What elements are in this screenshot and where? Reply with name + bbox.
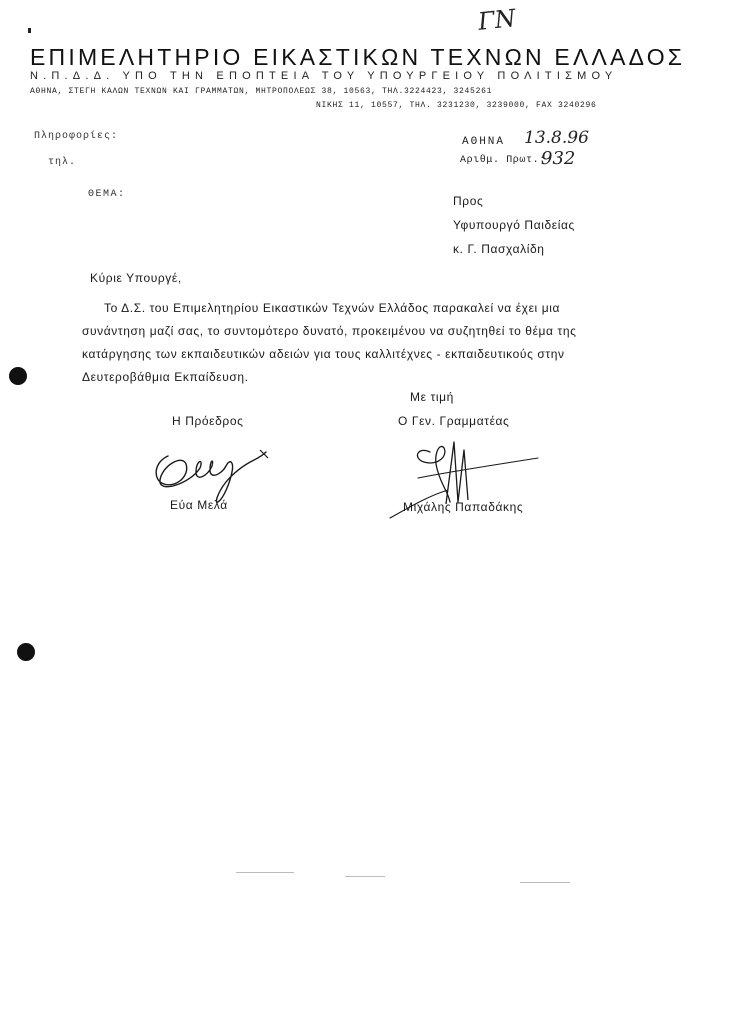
place-label: ΑΘΗΝΑ xyxy=(462,136,506,148)
subject-label: ΘΕΜΑ: xyxy=(88,189,126,200)
scan-artifact xyxy=(345,876,385,877)
secretary-name: Μιχάλης Παπαδάκης xyxy=(403,500,524,514)
tel-label: τηλ. xyxy=(48,157,77,168)
body-line: κατάργησης των εκπαιδευτικών αδειών για τους καλλιτέχνες - εκπαιδευτικούς στην xyxy=(82,347,565,361)
president-name: Εύα Μελά xyxy=(170,498,228,512)
body-line: Το Δ.Σ. του Επιμελητηρίου Εικαστικών Τεχνών Ελλάδος παρακαλεί να έχει μια xyxy=(104,301,561,315)
letterhead-title: ΕΠΙΜΕΛΗΤΗΡΙΟ ΕΙΚΑΣΤΙΚΩΝ ΤΕΧΝΩΝ ΕΛΛΑΔΟΣ xyxy=(30,44,686,70)
secretary-role: Ο Γεν. Γραμματέας xyxy=(398,414,510,428)
body-line: Δευτεροβάθμια Εκπαίδευση. xyxy=(82,370,249,384)
recipient-name: κ. Γ. Πασχαλίδη xyxy=(453,242,545,256)
date-handwritten: 13.8.96 xyxy=(524,128,589,148)
scan-artifact xyxy=(236,872,294,873)
scan-artifact xyxy=(520,882,570,883)
punch-hole xyxy=(9,367,27,385)
handwritten-mark: ΓΝ xyxy=(476,4,518,36)
protocol-number: 932 xyxy=(541,148,576,169)
protocol-label: Αριθμ. Πρωτ.: xyxy=(460,155,546,166)
info-label: Πληροφορίες: xyxy=(34,131,119,142)
salutation: Κύριε Υπουργέ, xyxy=(90,271,182,285)
recipient-title: Υφυπουργό Παιδείας xyxy=(453,218,575,232)
punch-hole xyxy=(17,643,35,661)
president-role: Η Πρόεδρος xyxy=(172,414,244,428)
letterhead-address-2: ΝΙΚΗΣ 11, 10557, ΤΗΛ. 3231230, 3239000, FAX 3240296 xyxy=(316,101,597,110)
body-line: συνάντηση μαζί σας, το συντομότερο δυνατό, προκειμένου να συζητηθεί το θέμα της xyxy=(82,324,577,338)
corner-mark xyxy=(28,28,31,33)
closing: Με τιμή xyxy=(410,390,454,404)
recipient-to-label: Προς xyxy=(453,194,484,208)
letterhead-subtitle: Ν.Π.Δ.Δ. ΥΠΟ ΤΗΝ ΕΠΟΠΤΕΙΑ ΤΟΥ ΥΠΟΥΡΓΕΙΟΥ ΠΟΛΙΤΙΣΜΟΥ xyxy=(30,70,618,82)
letterhead-address-1: ΑΘΗΝΑ, ΣΤΕΓΗ ΚΑΛΩΝ ΤΕΧΝΩΝ ΚΑΙ ΓΡΑΜΜΑΤΩΝ, ΜΗΤΡΟΠΟΛΕΩΣ 38, 10563, ΤΗΛ.3224423, 3245261 xyxy=(30,87,493,96)
